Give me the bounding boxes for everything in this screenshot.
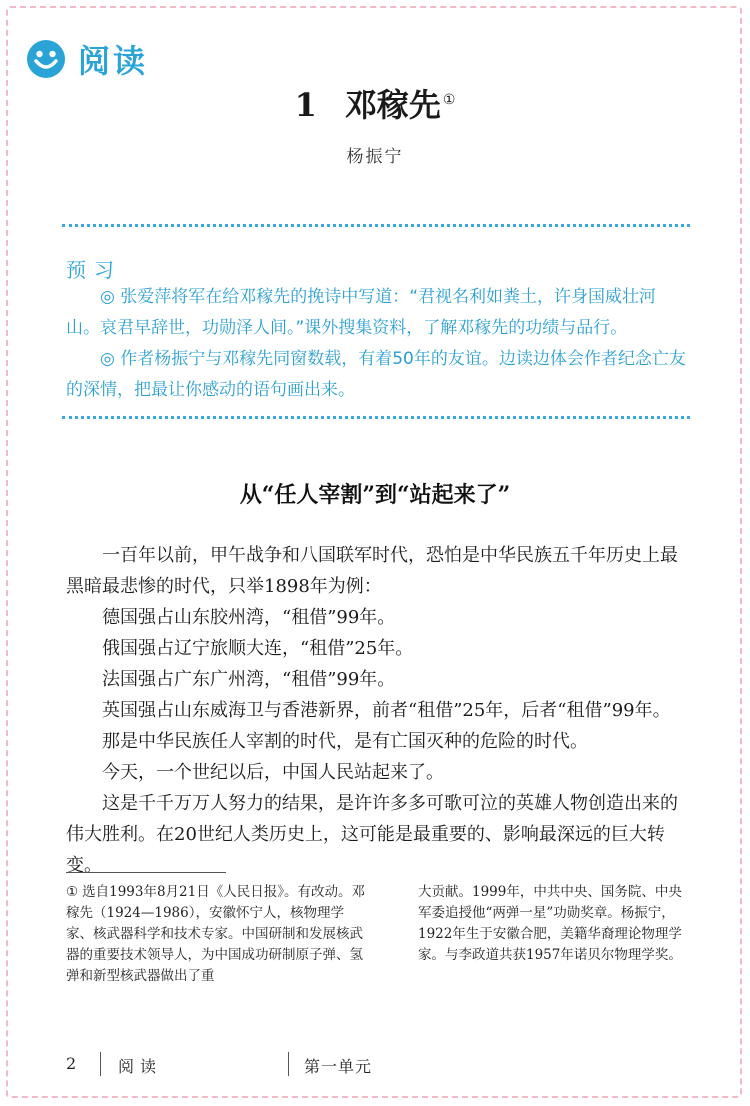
paragraph: 今天，一个世纪以后，中国人民站起来了。 bbox=[102, 762, 444, 783]
footer-unit: 第一单元 bbox=[304, 1057, 373, 1076]
paragraph: 英国强占山东威海卫与香港新界，前者“租借”25年，后者“租借”99年。 bbox=[102, 700, 671, 721]
paragraph: 德国强占山东胶州湾，“租借”99年。 bbox=[102, 607, 396, 628]
page-number: 2 bbox=[66, 1054, 77, 1073]
lesson-number: 1 bbox=[294, 86, 317, 124]
paragraph: 这是千千万万人努力的结果，是许许多多可歌可泣的英雄人物创造出来的伟大胜利。在20世纪人类历史上，这可能是最重要的、影响最深远的巨大转变。 bbox=[66, 793, 678, 876]
section-header bbox=[26, 36, 148, 82]
footnote-text-left: 选自1993年8月21日《人民日报》。有改动。邓稼先（1924—1986），安徽怀宁人，核物理学家、核武器科学和技术专家。中国研制和发展核武器的重要技术领导人，为中国成功研制原子弹、氢弹和新型核武器做出了重 bbox=[66, 884, 365, 984]
lesson-name: 邓稼先 bbox=[344, 86, 441, 124]
paragraph: 俄国强占辽宁旅顺大连，“租借”25年。 bbox=[102, 638, 414, 659]
section-title: 阅读 bbox=[78, 42, 149, 80]
footnote-reference: ① bbox=[442, 92, 456, 109]
footnote-mark: ① bbox=[66, 884, 79, 900]
footnote-divider bbox=[66, 872, 226, 873]
footer-separator bbox=[100, 1052, 101, 1076]
footer-separator bbox=[288, 1052, 289, 1076]
section-subtitle: 从“任人宰割”到“站起来了” bbox=[239, 482, 511, 508]
lesson-title bbox=[0, 80, 750, 126]
paragraph: 那是中华民族任人宰割的时代，是有亡国灭种的危险的时代。 bbox=[102, 731, 588, 752]
preview-bottom-divider bbox=[62, 416, 690, 419]
preview-item-1: ◎ 张爱萍将军在给邓稼先的挽诗中写道：“君视名利如粪土，许身国威壮河山。哀君早辞世，功勋泽人间。”课外搜集资料，了解邓稼先的功绩与品行。 bbox=[66, 287, 657, 338]
paragraph: 一百年以前，甲午战争和八国联军时代，恐怕是中华民族五千年历史上最黑暗最悲惨的时代，只举1898年为例： bbox=[66, 545, 678, 597]
footnote-right-column: 大贡献。1999年，中共中央、国务院、中央军委追授他“两弹一星”功勋奖章。杨振宁，1922年生于安徽合肥，美籍华裔理论物理学家。与李政道共获1957年诺贝尔物理学奖。 bbox=[418, 884, 682, 963]
page-footer bbox=[0, 1052, 750, 1082]
preview-top-divider bbox=[62, 224, 690, 227]
footer-book-title: 阅读 bbox=[118, 1057, 163, 1076]
author-name: 杨振宁 bbox=[346, 147, 404, 167]
preview-heading: 预习 bbox=[66, 258, 122, 282]
footnote-left-column bbox=[66, 882, 366, 987]
article-body bbox=[66, 540, 690, 881]
smiley-face-icon bbox=[26, 39, 66, 79]
paragraph: 法国强占广东广州湾，“租借”99年。 bbox=[102, 669, 396, 690]
preview-item-2: ◎ 作者杨振宁与邓稼先同窗数载，有着50年的友谊。边读边体会作者纪念亡友的深情，把最让你感动的语句画出来。 bbox=[66, 349, 686, 400]
